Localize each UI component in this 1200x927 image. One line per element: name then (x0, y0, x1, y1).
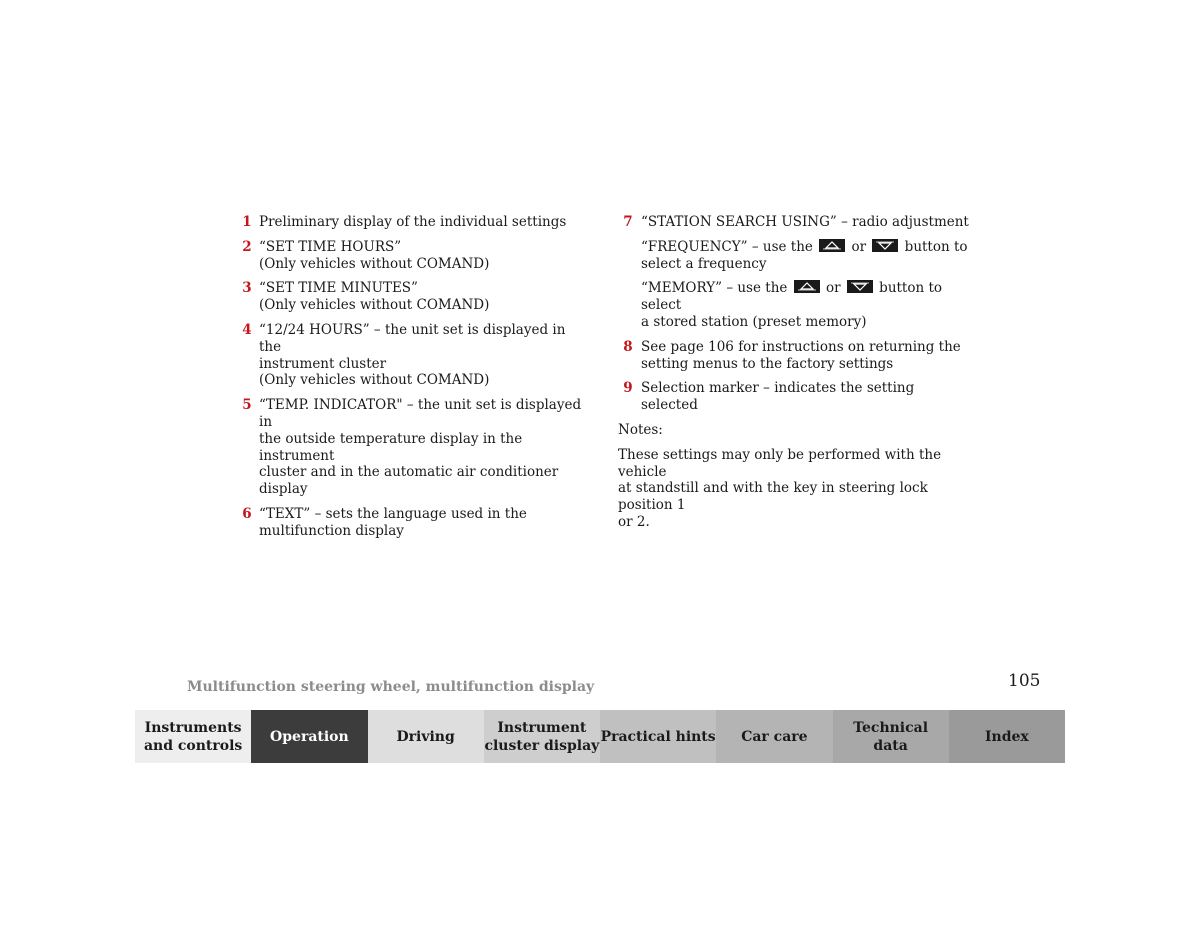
memory-text: button to select (641, 280, 943, 314)
tab-driving[interactable] (368, 710, 484, 763)
tab-instrument-cluster-display[interactable] (484, 710, 600, 763)
right-column (618, 214, 970, 531)
memory-text: “MEMORY” – use the (641, 280, 788, 297)
item-number: 3 (242, 280, 252, 297)
item-number: 7 (623, 214, 633, 230)
tab-label: Technical (853, 719, 929, 736)
item-text: cluster and in the automatic air conditioner display (259, 464, 559, 498)
item-text: the outside temperature display in the instrument (259, 430, 523, 464)
item-text: “12/24 HOURS” – the unit set is displayed in the (259, 321, 566, 355)
tab-label: cluster display (484, 737, 600, 754)
section-title: Multifunction steering wheel, multifunction display (187, 679, 595, 695)
item-number: 1 (242, 214, 252, 230)
tab-label: Operation (270, 728, 349, 745)
frequency-text: button to (904, 238, 968, 255)
tab-label: Index (984, 728, 1029, 745)
item-number: 2 (242, 238, 252, 255)
notes-line: at standstill and with the key in steering lock position 1 (618, 480, 928, 514)
list-item (240, 280, 590, 314)
list-item (618, 339, 970, 373)
item-number: 5 (242, 397, 252, 414)
item-text: instrument cluster (259, 355, 387, 372)
item-text: “SET TIME HOURS” (259, 238, 402, 255)
item-text: setting menus to the factory settings (641, 355, 894, 372)
item-text: (Only vehicles without COMAND) (259, 372, 490, 389)
item-text: “TEXT” – sets the language used in the (259, 505, 527, 522)
page-number: 105 (1008, 671, 1041, 691)
tab-label: data (873, 737, 908, 754)
arrow-down-button-icon (872, 239, 898, 252)
tab-index[interactable] (949, 710, 1065, 763)
list-item (240, 506, 590, 540)
frequency-text: “FREQUENCY” – use the (641, 238, 813, 255)
list-item (618, 380, 970, 414)
or-text: or (825, 280, 841, 297)
item-number: 6 (242, 505, 252, 522)
tab-car-care[interactable] (716, 710, 832, 763)
item-number: 8 (623, 338, 633, 355)
left-column (240, 214, 590, 548)
tab-label: and controls (143, 737, 243, 754)
item-number: 4 (242, 321, 252, 338)
list-item (240, 397, 590, 498)
list-item (240, 239, 590, 273)
chapter-tabs (135, 710, 1065, 763)
arrow-up-button-icon (794, 280, 820, 293)
tab-practical-hints[interactable] (600, 710, 716, 763)
item-text: “TEMP. INDICATOR" – the unit set is displayed in (259, 397, 582, 430)
tab-label: Car care (741, 728, 808, 745)
tab-technical-data[interactable] (833, 710, 949, 763)
tab-label: Instruments (144, 719, 242, 736)
list-item (618, 214, 970, 231)
notes-heading: Notes: (618, 421, 663, 438)
list-item (240, 214, 590, 231)
item-text: “SET TIME MINUTES” (259, 280, 418, 297)
or-text: or (851, 238, 867, 255)
notes-text (618, 447, 970, 531)
arrow-down-button-icon (847, 280, 873, 293)
item-text: (Only vehicles without COMAND) (259, 297, 490, 314)
notes-line: or 2. (618, 513, 650, 530)
item-text: “STATION SEARCH USING” – radio adjustment (641, 214, 969, 230)
memory-text: a stored station (preset memory) (641, 313, 867, 330)
tab-label: Instrument (497, 719, 587, 736)
tab-label: Driving (396, 728, 455, 745)
item-text: Selection marker – indicates the setting selected (641, 380, 915, 414)
frequency-description (618, 239, 970, 273)
item-text: Preliminary display of the individual settings (259, 214, 567, 230)
tab-label: Practical hints (600, 728, 716, 745)
item-number: 9 (623, 380, 633, 397)
memory-description (618, 280, 970, 330)
notes-line: These settings may only be performed with the vehicle (618, 446, 942, 480)
tab-operation[interactable] (251, 710, 367, 763)
item-text: multifunction display (259, 522, 404, 539)
list-item (240, 322, 590, 389)
item-text: See page 106 for instructions on returning the (641, 338, 961, 355)
arrow-up-button-icon (819, 239, 845, 252)
tab-instruments-and-controls[interactable] (135, 710, 251, 763)
frequency-text: select a frequency (641, 255, 767, 272)
item-text: (Only vehicles without COMAND) (259, 255, 490, 272)
